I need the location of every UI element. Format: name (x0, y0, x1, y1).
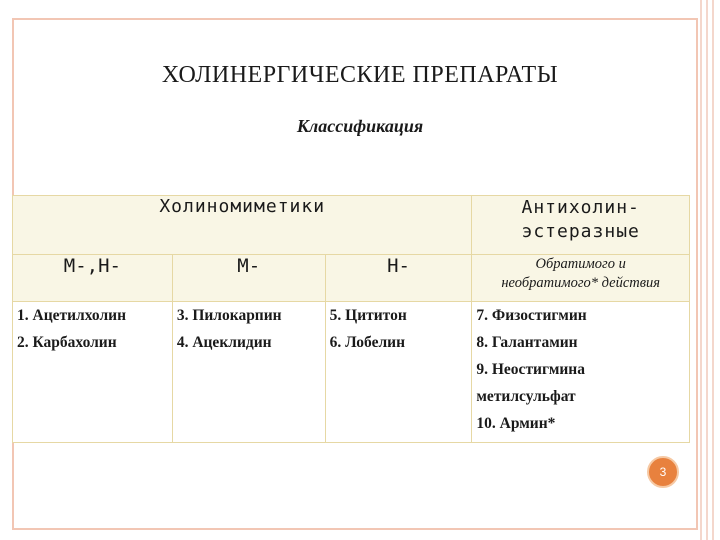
drug-item: 5. Цититон (329, 307, 407, 324)
note-line2: необратимого* действия (501, 275, 661, 291)
drug-item: 10. Армин* (476, 415, 556, 432)
slide-title: ХОЛИНЕРГИЧЕСКИЕ ПРЕПАРАТЫ (161, 62, 559, 88)
header-anticholinesterase-line1: Антихолин- (521, 197, 640, 218)
drug-item: 4. Ацеклидин (176, 334, 272, 351)
table-drug-row (13, 302, 690, 443)
table-subheader-row (13, 255, 690, 302)
drugs-anticholinesterase (472, 302, 690, 443)
header-anticholinesterase-line2: эстеразные (521, 221, 640, 242)
drugs-n (325, 302, 472, 443)
classification-table (12, 195, 690, 443)
drug-item: 6. Лобелин (329, 334, 406, 351)
drug-item: метилсульфат (476, 388, 576, 405)
drug-item: 1. Ацетилхолин (17, 307, 127, 324)
header-cholinomimetics: Холиномиметики (13, 196, 472, 255)
subheader-n: Н- (325, 255, 472, 302)
note-line1: Обратимого и (535, 256, 626, 272)
drugs-m (172, 302, 325, 443)
slide-subtitle: Классификация (296, 116, 424, 136)
drug-item: 3. Пилокарпин (176, 307, 282, 324)
drug-item: 8. Галантамин (476, 334, 578, 351)
table-header-row (13, 196, 690, 255)
subheader-action-note (472, 255, 690, 302)
header-anticholinesterase (472, 196, 690, 255)
page-number-badge: 3 (647, 456, 679, 488)
drug-item: 9. Неостигмина (476, 361, 585, 378)
drug-item: 2. Карбахолин (17, 334, 117, 351)
drugs-m-n (13, 302, 173, 443)
subheader-m-n: М-,Н- (13, 255, 173, 302)
subheader-m: М- (172, 255, 325, 302)
drug-item: 7. Физостигмин (476, 307, 587, 324)
